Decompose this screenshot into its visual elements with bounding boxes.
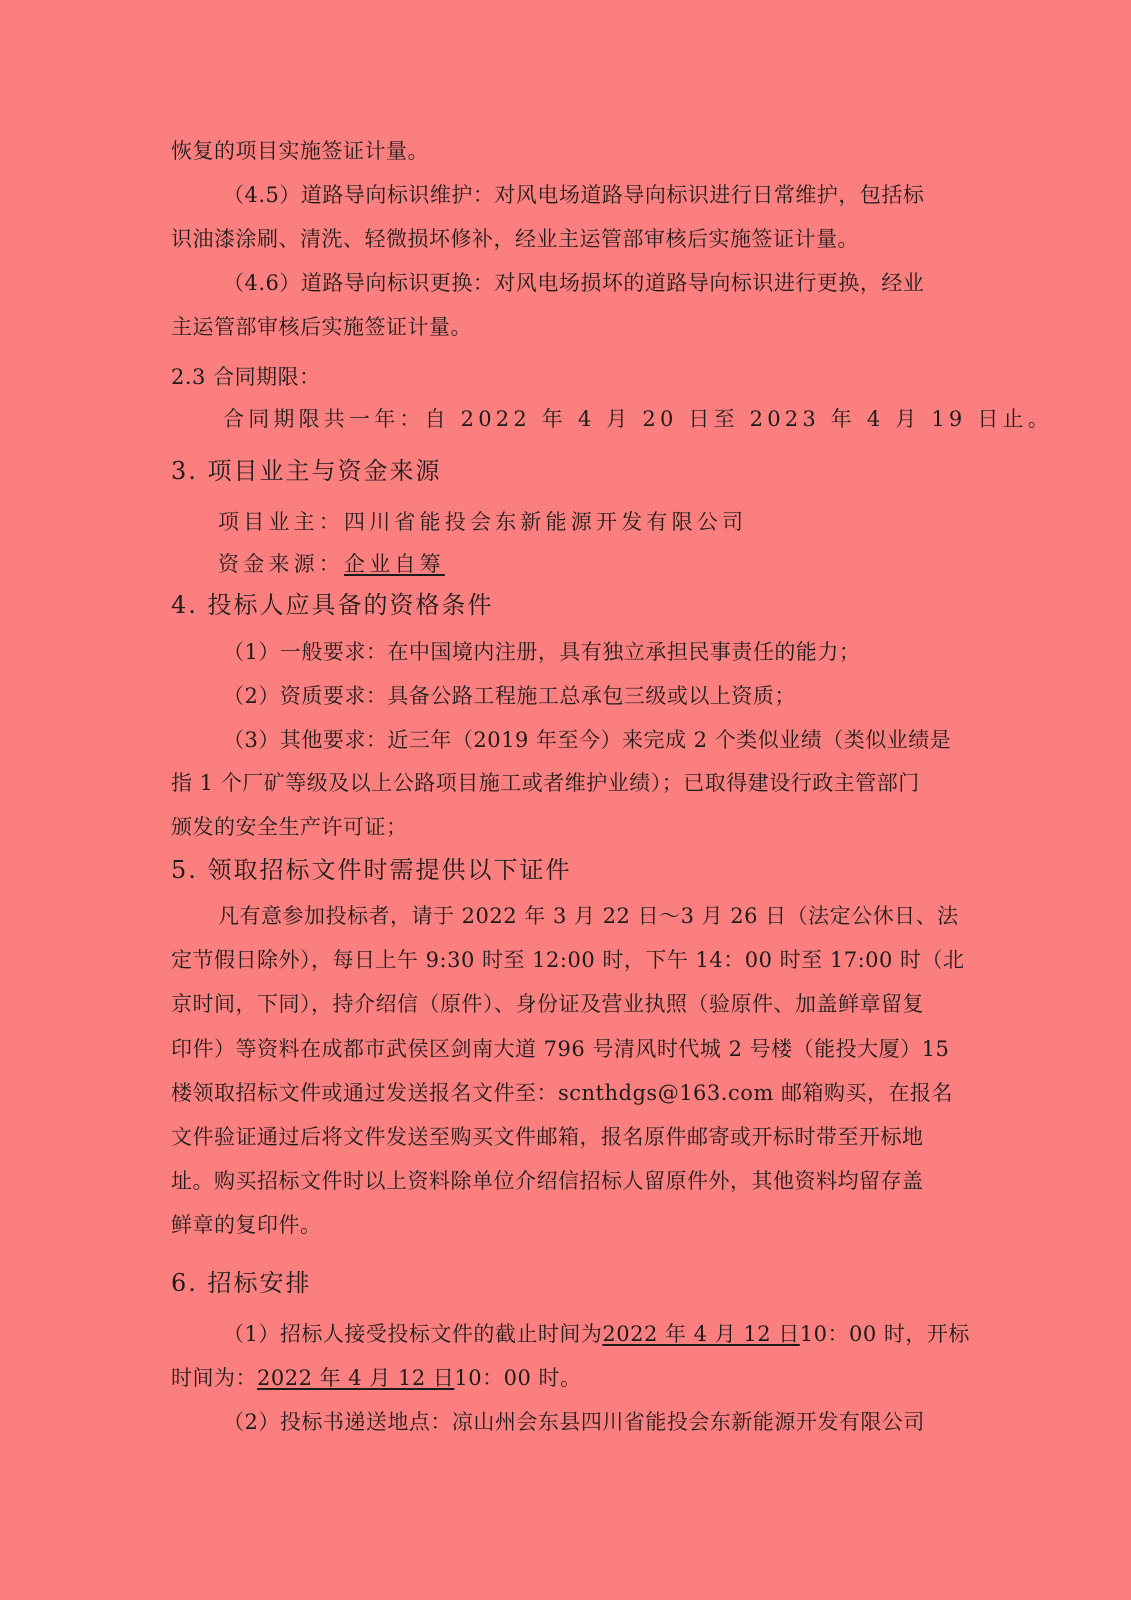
- requirement-3-line-2: 指 1 个厂矿等级及以上公路项目施工或者维护业绩）；已取得建设行政主管部门: [171, 771, 920, 795]
- item-4-6-line-1: （4.6）道路导向标识更换：对风电场损坏的道路导向标识进行更换，经业: [223, 271, 925, 295]
- opening-suffix: 10：00 时。: [454, 1366, 582, 1390]
- section-5-heading: 5. 领取招标文件时需提供以下证件: [171, 856, 572, 884]
- section-5-line-1: 凡有意参加投标者，请于 2022 年 3 月 22 日～3 月 26 日（法定公休日、法: [218, 904, 959, 928]
- section-5-line-5: 楼领取招标文件或通过发送报名文件至：scnthdgs@163.com 邮箱购买，在报名: [171, 1081, 953, 1105]
- requirement-2: （2）资质要求：具备公路工程施工总承包三级或以上资质；: [223, 684, 796, 708]
- section-5-line-8: 鲜章的复印件。: [171, 1213, 322, 1237]
- item-4-6-line-2: 主运管部审核后实施签证计量。: [171, 315, 472, 339]
- section-4-heading: 4. 投标人应具备的资格条件: [171, 591, 494, 619]
- schedule-item-1-line-2: [171, 1363, 961, 1393]
- opening-prefix: 时间为：: [171, 1366, 257, 1390]
- item-4-5-line-1: （4.5）道路导向标识维护：对风电场道路导向标识进行日常维护，包括标: [223, 183, 925, 207]
- fund-source-line: [218, 549, 1008, 579]
- contract-period-text: 合同期限共一年：自 2022 年 4 月 20 日至 2023 年 4 月 19 日止。: [223, 407, 1053, 431]
- project-owner-line: [218, 507, 1008, 537]
- section-5-line-6: 文件验证通过后将文件发送至购买文件邮箱，报名原件邮寄或开标时带至开标地: [171, 1125, 924, 1149]
- schedule-item-1-line-1: [223, 1319, 970, 1349]
- fund-value: 企业自筹: [344, 552, 445, 576]
- owner-value: 四川省能投会东新能源开发有限公司: [344, 510, 748, 534]
- fund-label: 资金来源：: [218, 552, 344, 576]
- item-4-5-line-2: 识油漆涂刷、清洗、轻微损坏修补，经业主运管部审核后实施签证计量。: [171, 227, 859, 251]
- requirement-3-line-1: （3）其他要求：近三年（2019 年至今）来完成 2 个类似业绩（类似业绩是: [223, 728, 952, 752]
- section-5-line-3: 京时间，下同），持介绍信（原件）、身份证及营业执照（验原件、加盖鲜章留复: [171, 992, 924, 1016]
- section-3-heading: 3. 项目业主与资金来源: [171, 457, 442, 485]
- schedule-item-2: （2）投标书递送地点：凉山州会东县四川省能投会东新能源开发有限公司: [223, 1410, 925, 1434]
- paragraph-line: 恢复的项目实施签证计量。: [171, 139, 429, 163]
- requirement-1: （1）一般要求：在中国境内注册，具有独立承担民事责任的能力；: [223, 640, 861, 664]
- owner-label: 项目业主：: [218, 510, 344, 534]
- deadline-suffix: 10：00 时，开标: [799, 1322, 970, 1346]
- opening-date: 2022 年 4 月 12 日: [257, 1366, 455, 1390]
- section-5-line-4: 印件）等资料在成都市武侯区剑南大道 796 号清风时代城 2 号楼（能投大厦）15: [171, 1037, 950, 1061]
- section-6-heading: 6. 招标安排: [171, 1269, 312, 1297]
- section-2-3-heading: 2.3 合同期限：: [171, 365, 321, 389]
- requirement-3-line-3: 颁发的安全生产许可证；: [171, 815, 408, 839]
- deadline-date: 2022 年 4 月 12 日: [602, 1322, 800, 1346]
- section-5-line-2: 定节假日除外），每日上午 9:30 时至 12:00 时，下午 14：00 时至 17:00 时（北: [171, 948, 965, 972]
- deadline-prefix: （1）招标人接受投标文件的截止时间为: [223, 1322, 603, 1346]
- section-5-line-7: 址。购买招标文件时以上资料除单位介绍信招标人留原件外，其他资料均留存盖: [171, 1169, 924, 1193]
